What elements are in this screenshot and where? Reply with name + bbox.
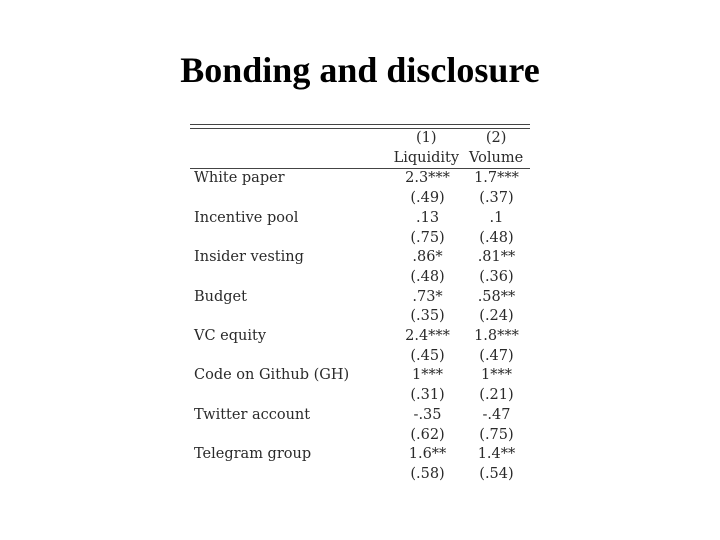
top-rule <box>190 124 530 125</box>
se-row <box>190 386 530 406</box>
se-volume: (.48) <box>479 229 514 246</box>
coef-volume: 1.7*** <box>474 170 519 187</box>
column-2-name: Volume <box>469 149 524 166</box>
header-spacer <box>190 129 390 149</box>
coef-liquidity: -.35 <box>413 406 442 423</box>
column-number-row <box>190 129 530 149</box>
coef-volume: 1.4** <box>477 446 516 463</box>
se-row <box>190 268 530 288</box>
se-volume: (.37) <box>479 190 514 207</box>
se-volume: (.36) <box>479 268 514 285</box>
coef-liquidity: .86* <box>412 249 443 266</box>
variable-label: Code on Github (GH) <box>194 367 350 384</box>
regression-table <box>190 124 530 485</box>
se-liquidity: (.62) <box>410 426 445 443</box>
coef-row <box>190 445 530 465</box>
coef-liquidity: 1*** <box>412 367 444 384</box>
se-row <box>190 465 530 485</box>
column-name-row <box>190 149 530 169</box>
coef-liquidity: 2.4*** <box>405 328 450 345</box>
se-row <box>190 426 530 446</box>
regression-table-body <box>190 169 530 484</box>
se-volume: (.47) <box>479 347 514 364</box>
variable-label: Incentive pool <box>194 209 299 226</box>
coef-row <box>190 366 530 386</box>
coef-volume: 1*** <box>480 367 512 384</box>
coef-liquidity: .73* <box>412 288 443 305</box>
coef-volume: -.47 <box>482 406 511 423</box>
se-liquidity: (.75) <box>410 229 445 246</box>
coef-row <box>190 169 530 189</box>
se-volume: (.21) <box>479 387 514 404</box>
coef-row <box>190 327 530 347</box>
coef-row <box>190 209 530 229</box>
coef-row <box>190 288 530 308</box>
se-liquidity: (.35) <box>410 308 445 325</box>
se-liquidity: (.45) <box>410 347 445 364</box>
regression-table-grid <box>190 129 530 168</box>
se-liquidity: (.49) <box>410 190 445 207</box>
se-volume: (.24) <box>479 308 514 325</box>
coef-liquidity: .13 <box>416 209 440 226</box>
variable-label: Twitter account <box>194 406 311 423</box>
column-1-name: Liquidity <box>393 149 460 166</box>
coef-liquidity: 1.6** <box>408 446 447 463</box>
se-row <box>190 347 530 367</box>
variable-label: White paper <box>194 170 285 187</box>
se-liquidity: (.58) <box>410 465 445 482</box>
se-row <box>190 307 530 327</box>
coef-row <box>190 406 530 426</box>
header-spacer <box>190 149 390 169</box>
variable-label: Insider vesting <box>194 249 304 266</box>
coef-volume: 1.8*** <box>474 328 519 345</box>
se-liquidity: (.48) <box>410 268 445 285</box>
slide-title: Bonding and disclosure <box>180 50 540 90</box>
coef-volume: .1 <box>489 209 504 226</box>
coef-volume: .58** <box>477 288 516 305</box>
variable-label: VC equity <box>194 328 267 345</box>
variable-label: Telegram group <box>194 446 312 463</box>
column-1-number: (1) <box>416 130 437 146</box>
se-volume: (.54) <box>479 465 514 482</box>
variable-label: Budget <box>194 288 247 305</box>
coef-row <box>190 248 530 268</box>
se-liquidity: (.31) <box>410 387 445 404</box>
se-row <box>190 229 530 249</box>
coef-liquidity: 2.3*** <box>405 170 450 187</box>
se-volume: (.75) <box>479 426 514 443</box>
se-row <box>190 189 530 209</box>
coef-volume: .81** <box>477 249 516 266</box>
column-2-number: (2) <box>485 130 507 146</box>
